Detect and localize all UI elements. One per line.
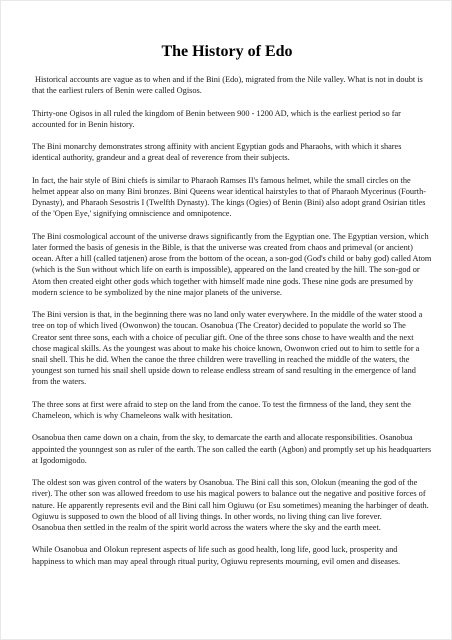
page-title: The History of Edo (161, 43, 293, 60)
paragraph-olokun-ogiuwu: The oldest son was given control of the waters by Osanobua. The Bini call this son, Olokun (meaning the god of the river). The other son was allowed freedom to use his magical powers to balance out the negative and positive forces of nature. He apparently represents evil and the Bini call him Ogiuwu (or Esu sometimes) meaning the harbinger of death. Ogiuwu is supposed to own the blood of all living things. In other words, no living thing can live forever. Osanobua then settled in the realm of the spirit world across the waters where the sky and the earth meet. (32, 478, 429, 532)
paragraph-monarchy: The Bini monarchy demonstrates strong affinity with ancient Egyptian gods and Pharaohs, with which it shares identical authority, grandeur and a great deal of reverence from their subjects. (32, 142, 402, 163)
paragraph-osanobua-chain: Osanobua then came down on a chain, from the sky, to demarcate the earth and allocate responsibilities. Osanobua appointed the younngest son as ruler of the earth. The son called the earth (Agbon) and promptly set up his headquarters at Igodomigodo. (32, 433, 432, 465)
paragraph-life-aspects: While Osanobua and Olokun represent aspects of life such as good health, long life, good luck, prosperity and happiness to which man may apeal through ritual purity, Ogiuwu represents mourning, evil omen and diseases. (32, 545, 401, 566)
paragraph-cosmology: The Bini cosmological account of the universe draws significantly from the Egyptian one. The Egyptian version, which later formed the basis of genesis in the Bible, is that the universe was created from chaos and primeval (or ancient) ocean. After a hill (called tatjenen) arose from the bottom of the ocean, a son-god (God's child or baby god) called Atom (which is the Sun without which life on earth is impossible), appeared on the land created by the hill. The son-god or Atom then created eight other gods which together with himself made nine gods. These nine gods are presumed by modern science to be symbolized by the nine major planets of the universe. (32, 231, 432, 297)
paragraph-origins: Historical accounts are vague as to when and if the Bini (Edo), migrated from the Nile valley. What is not in doubt is that the earliest rulers of Benin were called Ogisos. (32, 75, 423, 96)
document-body (32, 74, 432, 578)
paragraph-hairstyles: In fact, the hair style of Bini chiefs is similar to Pharaoh Ramses II's famous helmet, while the small circles on the helmet appear also on many Bini bronzes. Bini Queens wear identical hairstyles to that of Pharaoh Mycerinus (Fourth-Dynasty), and Pharaoh Sesostris I (Twelfth Dynasty). The kings (Ogies) of Benin (Bini) also adopt grand Osirian titles of the 'Open Eye,' signifying omniscience and omnipotence. (32, 175, 427, 219)
paragraph-bini-version: The Bini version is that, in the beginning there was no land only water everywhere. In the middle of the water stood a tree on top of which lived (Owonwon) the toucan. Osanobua (The Creator) decided to populate the world so The Creator sent three sons, each with a choice of peculiar gift. One of the three sons chose to have wealth and the next chose magical skills. As the youngest was about to make his choice known, Owonwon cried out to him to settle for a snail shell. This he did. When the canoe the three children were travelling in reached the middle of the waters, the youngest son turned his snail shell upside down to release endless stream of sand resulting in the emergence of land from the waters. (32, 310, 423, 387)
paragraph-chameleon: The three sons at first were afraid to step on the land from the canoe. To test the firmness of the land, they sent the Chameleon, which is why Chameleons walk with hesitation. (32, 399, 411, 420)
paragraph-ogisos: Thirty-one Ogisos in all ruled the kingdom of Benin between 900 - 1200 AD, which is the earliest period so far accounted for in Benin history. (32, 108, 401, 129)
